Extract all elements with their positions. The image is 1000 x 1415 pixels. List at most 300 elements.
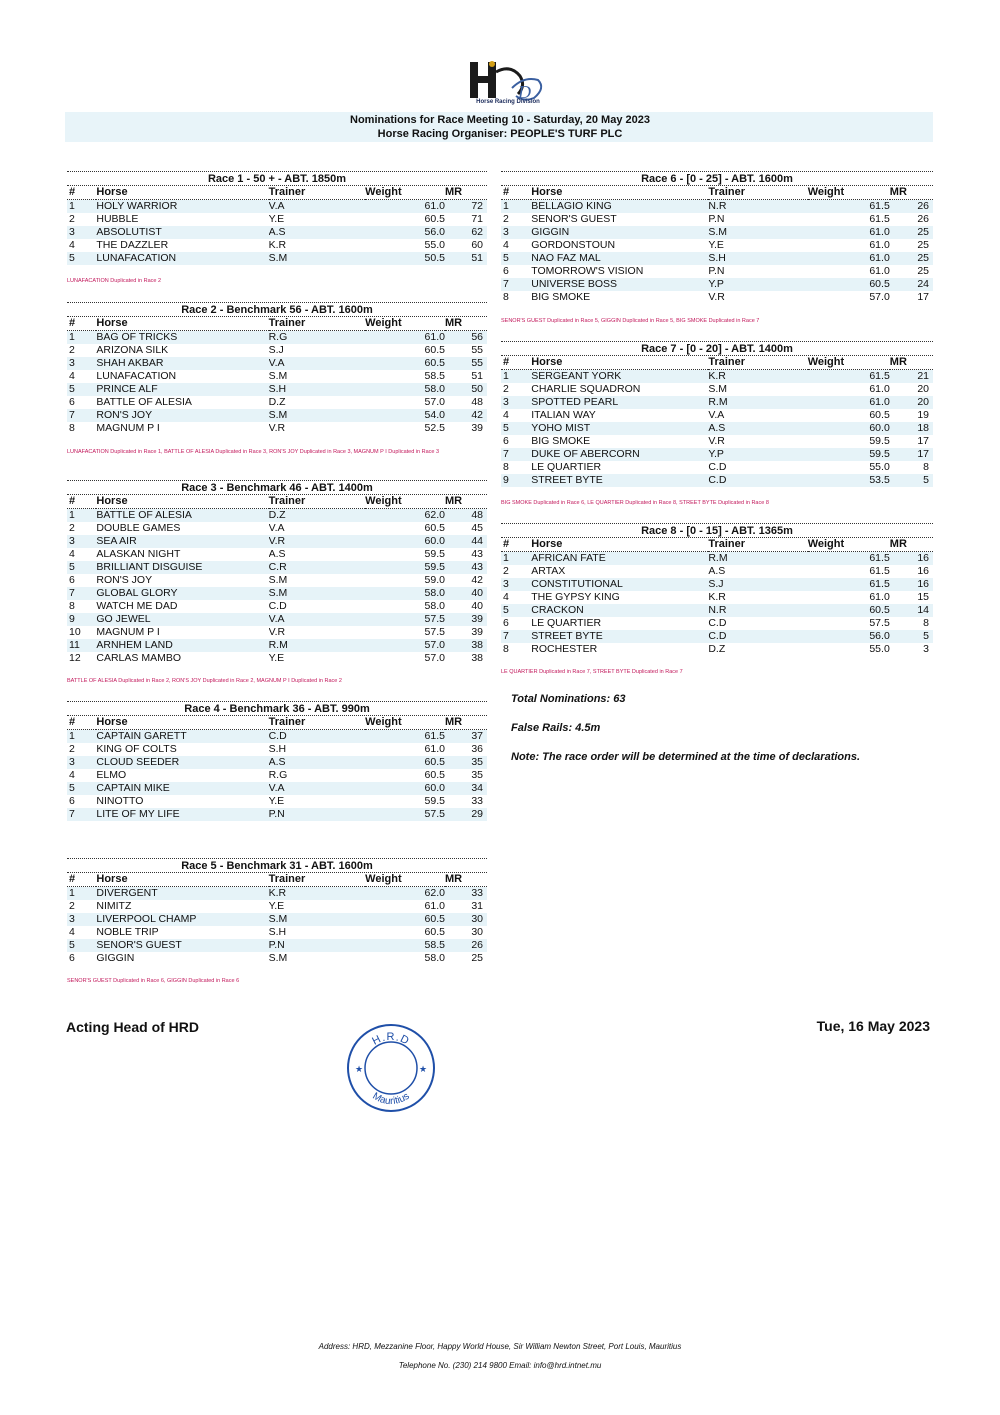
cell-weight: 59.5 xyxy=(365,561,445,574)
table-row xyxy=(67,600,487,613)
hrd-stamp xyxy=(345,1022,437,1114)
cell-weight: 61.0 xyxy=(424,900,445,912)
cell-horse: CRACKON xyxy=(531,604,708,617)
cell-num: 7 xyxy=(501,630,531,643)
page-title: Nominations for Race Meeting 10 - Saturday, 20 May 2023 xyxy=(350,114,650,126)
race-title: Race 1 - 50 + - ABT. 1850m xyxy=(67,171,487,186)
cell-trainer: Y.P xyxy=(708,278,807,291)
cell-mr: 29 xyxy=(445,808,487,821)
cell-num: 4 xyxy=(503,591,509,603)
cell-weight: 60.5 xyxy=(424,769,445,781)
table-row xyxy=(67,422,487,435)
cell-num: 5 xyxy=(501,422,531,435)
race-title: Race 5 - Benchmark 31 - ABT. 1600m xyxy=(67,858,487,873)
cell-horse: CAPTAIN GARETT xyxy=(96,730,268,744)
cell-weight: 62.0 xyxy=(365,509,445,523)
cell-horse: CHARLIE SQUADRON xyxy=(531,383,641,395)
cell-horse: KING OF COLTS xyxy=(96,743,177,755)
column-header-trainer: Trainer xyxy=(269,873,366,887)
cell-trainer: A.S xyxy=(708,422,807,435)
cell-mr: 55 xyxy=(445,357,487,370)
cell-num: 6 xyxy=(69,574,75,586)
cell-trainer: V.R xyxy=(268,422,286,434)
cell-horse: CAPTAIN MIKE xyxy=(96,782,268,795)
cell-num: 1 xyxy=(67,331,96,345)
cell-trainer: S.M xyxy=(269,587,366,600)
table-header-row xyxy=(501,356,933,370)
cell-num: 2 xyxy=(503,213,509,225)
table-row xyxy=(67,808,487,821)
cell-trainer: D.Z xyxy=(269,509,366,523)
cell-weight: 60.5 xyxy=(869,409,890,421)
cell-weight: 60.5 xyxy=(365,357,445,370)
cell-num: 5 xyxy=(67,782,96,795)
table-row xyxy=(67,200,487,214)
cell-horse: DIVERGENT xyxy=(96,887,268,901)
cell-mr: 15 xyxy=(917,591,929,603)
cell-trainer: V.A xyxy=(269,782,366,795)
cell-num: 10 xyxy=(69,626,81,638)
cell-weight: 60.5 xyxy=(424,926,445,938)
cell-trainer: S.H xyxy=(269,383,366,396)
cell-weight: 61.0 xyxy=(869,265,890,277)
cell-num: 4 xyxy=(69,239,75,251)
race-order-note: Note: The race order will be determined at the time of declarations. xyxy=(511,751,861,763)
stamp-bottom-text: Mauritius xyxy=(370,1090,412,1108)
cell-mr: 45 xyxy=(471,522,483,534)
table-row xyxy=(501,578,933,591)
cell-trainer: R.M xyxy=(708,396,807,409)
svg-text:★: ★ xyxy=(355,1064,364,1074)
nominations-table xyxy=(67,317,487,435)
column-header-mr: MR xyxy=(445,186,487,200)
cell-mr: 38 xyxy=(445,639,487,652)
column-header-horse: Horse xyxy=(96,716,268,730)
cell-trainer: Y.E xyxy=(268,795,285,807)
cell-num: 6 xyxy=(503,435,509,447)
table-row xyxy=(501,213,933,226)
cell-weight: 60.0 xyxy=(808,422,890,435)
cell-horse: WATCH ME DAD xyxy=(96,600,178,612)
column-header-horse: Horse xyxy=(96,317,268,331)
cell-trainer: S.H xyxy=(268,926,287,938)
column-header-horse: Horse xyxy=(96,873,268,887)
cell-trainer: S.M xyxy=(708,383,728,395)
cell-weight: 54.0 xyxy=(365,409,445,422)
cell-weight: 56.0 xyxy=(808,630,890,643)
duplicate-note: LUNAFACATION Duplicated in Race 2 xyxy=(67,278,162,284)
cell-weight: 59.5 xyxy=(424,795,445,807)
cell-horse: ARIZONA SILK xyxy=(96,344,169,356)
cell-num: 7 xyxy=(501,448,531,461)
column-header-horse: Horse xyxy=(531,538,708,552)
cell-num: 3 xyxy=(67,357,96,370)
cell-weight: 61.0 xyxy=(808,226,890,239)
cell-num: 6 xyxy=(69,952,75,964)
cell-horse: HUBBLE xyxy=(96,213,139,225)
column-header-weight: Weight xyxy=(365,716,445,730)
table-row xyxy=(501,643,933,656)
table-row xyxy=(67,613,487,626)
cell-num: 8 xyxy=(69,600,75,612)
cell-mr: 55 xyxy=(471,344,483,356)
cell-weight: 58.0 xyxy=(365,587,445,600)
table-row xyxy=(67,331,487,345)
cell-num: 8 xyxy=(503,643,509,655)
cell-horse: ARNHEM LAND xyxy=(96,639,268,652)
cell-num: 3 xyxy=(67,226,96,239)
cell-trainer: S.J xyxy=(708,578,807,591)
table-header-row xyxy=(67,317,487,331)
cell-mr: 16 xyxy=(890,578,933,591)
column-header-weight: Weight xyxy=(808,538,890,552)
cell-num: 7 xyxy=(67,808,96,821)
cell-num: 1 xyxy=(501,200,531,214)
cell-trainer: S.M xyxy=(269,913,366,926)
cell-num: 1 xyxy=(67,509,96,523)
cell-trainer: P.N xyxy=(269,939,366,952)
cell-mr: 31 xyxy=(471,900,483,912)
table-row xyxy=(501,474,933,487)
column-header-trainer: Trainer xyxy=(708,186,807,200)
cell-weight: 61.5 xyxy=(869,213,890,225)
column-header-mr: MR xyxy=(445,495,487,509)
table-row xyxy=(67,383,487,396)
table-row xyxy=(67,626,487,639)
cell-mr: 25 xyxy=(917,265,929,277)
cell-horse: GIGGIN xyxy=(531,226,708,239)
cell-num: 6 xyxy=(69,795,75,807)
column-header-num: # xyxy=(67,317,96,331)
cell-trainer: R.M xyxy=(269,639,366,652)
cell-mr: 43 xyxy=(445,561,487,574)
cell-num: 4 xyxy=(69,548,75,560)
cell-horse: ARTAX xyxy=(531,565,566,577)
svg-text:Mauritius xyxy=(370,1091,411,1107)
race-title: Race 2 - Benchmark 56 - ABT. 1600m xyxy=(67,302,487,317)
table-row xyxy=(67,226,487,239)
cell-weight: 60.5 xyxy=(424,344,445,356)
cell-mr: 35 xyxy=(445,756,487,769)
cell-num: 1 xyxy=(501,370,531,384)
cell-horse: BRILLIANT DISGUISE xyxy=(96,561,268,574)
cell-weight: 57.0 xyxy=(365,639,445,652)
cell-weight: 55.0 xyxy=(869,461,890,473)
cell-mr: 62 xyxy=(445,226,487,239)
table-row xyxy=(501,448,933,461)
column-header-mr: MR xyxy=(890,186,933,200)
cell-trainer: N.R xyxy=(708,604,807,617)
cell-horse: LUNAFACATION xyxy=(96,252,268,265)
total-nominations: Total Nominations: 63 xyxy=(511,693,626,705)
cell-num: 1 xyxy=(67,730,96,744)
table-row xyxy=(501,617,933,630)
cell-num: 9 xyxy=(501,474,531,487)
cell-horse: STREET BYTE xyxy=(531,474,708,487)
column-header-num: # xyxy=(501,186,531,200)
cell-mr: 25 xyxy=(471,952,483,964)
cell-weight: 57.5 xyxy=(869,617,890,629)
cell-num: 3 xyxy=(67,535,96,548)
table-row xyxy=(67,926,487,939)
cell-mr: 40 xyxy=(471,600,483,612)
cell-num: 5 xyxy=(67,561,96,574)
duplicate-note: SENOR'S GUEST Duplicated in Race 5, GIGGIN Duplicated in Race 5, BIG SMOKE Duplicated in Race 7 xyxy=(501,318,760,324)
cell-trainer: S.M xyxy=(708,226,807,239)
cell-num: 2 xyxy=(69,900,75,912)
table-row xyxy=(67,561,487,574)
cell-mr: 48 xyxy=(471,396,483,408)
cell-num: 4 xyxy=(503,239,509,251)
table-row xyxy=(67,782,487,795)
column-header-trainer: Trainer xyxy=(269,317,366,331)
cell-horse: GORDONSTOUN xyxy=(531,239,616,251)
table-row xyxy=(501,591,933,604)
cell-mr: 16 xyxy=(917,565,929,577)
table-header-row xyxy=(501,186,933,200)
signature-date: Tue, 16 May 2023 xyxy=(816,1018,930,1034)
cell-trainer: S.M xyxy=(268,574,288,586)
table-row xyxy=(501,383,933,396)
race-block xyxy=(67,171,487,265)
cell-trainer: K.R xyxy=(269,887,366,901)
cell-trainer: A.S xyxy=(708,565,726,577)
cell-horse: ELMO xyxy=(96,769,127,781)
race-title: Race 6 - [0 - 25] - ABT. 1600m xyxy=(501,171,933,186)
cell-horse: CARLAS MAMBO xyxy=(96,652,181,664)
cell-mr: 34 xyxy=(445,782,487,795)
cell-num: 9 xyxy=(67,613,96,626)
cell-trainer: S.M xyxy=(268,952,288,964)
cell-mr: 48 xyxy=(445,509,487,523)
cell-num: 4 xyxy=(69,370,75,382)
table-row xyxy=(67,652,487,665)
cell-trainer: K.R xyxy=(708,591,726,603)
cell-num: 2 xyxy=(69,344,75,356)
table-row xyxy=(67,730,487,744)
cell-mr: 8 xyxy=(923,617,929,629)
cell-horse: SPOTTED PEARL xyxy=(531,396,708,409)
cell-trainer: P.N xyxy=(269,808,366,821)
race-title: Race 7 - [0 - 20] - ABT. 1400m xyxy=(501,341,933,356)
cell-horse: MAGNUM P I xyxy=(96,626,160,638)
cell-trainer: V.A xyxy=(269,613,366,626)
table-header-row xyxy=(67,873,487,887)
cell-num: 6 xyxy=(69,396,75,408)
cell-horse: CONSTITUTIONAL xyxy=(531,578,708,591)
table-row xyxy=(501,552,933,566)
cell-mr: 17 xyxy=(890,448,933,461)
table-row xyxy=(67,548,487,561)
table-row xyxy=(67,769,487,782)
cell-mr: 38 xyxy=(471,652,483,664)
table-row xyxy=(67,213,487,226)
cell-weight: 60.5 xyxy=(365,756,445,769)
cell-mr: 16 xyxy=(890,552,933,566)
cell-horse: THE GYPSY KING xyxy=(531,591,620,603)
race-block xyxy=(501,341,933,487)
cell-mr: 37 xyxy=(445,730,487,744)
column-header-mr: MR xyxy=(445,317,487,331)
cell-mr: 56 xyxy=(445,331,487,345)
cell-horse: BATTLE OF ALESIA xyxy=(96,509,268,523)
cell-weight: 53.5 xyxy=(808,474,890,487)
cell-num: 6 xyxy=(503,265,509,277)
cell-horse: LITE OF MY LIFE xyxy=(96,808,268,821)
cell-trainer: P.N xyxy=(708,213,725,225)
false-rails: False Rails: 4.5m xyxy=(511,722,601,734)
cell-horse: SENOR'S GUEST xyxy=(96,939,268,952)
table-row xyxy=(67,900,487,913)
table-row xyxy=(501,565,933,578)
column-header-trainer: Trainer xyxy=(708,538,807,552)
table-row xyxy=(501,409,933,422)
cell-mr: 18 xyxy=(890,422,933,435)
cell-weight: 57.5 xyxy=(424,626,445,638)
signatory-title: Acting Head of HRD xyxy=(66,1019,199,1035)
cell-horse: ITALIAN WAY xyxy=(531,409,596,421)
cell-mr: 26 xyxy=(917,213,929,225)
cell-mr: 30 xyxy=(471,926,483,938)
cell-trainer: S.M xyxy=(269,252,366,265)
cell-horse: ALASKAN NIGHT xyxy=(96,548,181,560)
cell-mr: 20 xyxy=(890,396,933,409)
table-row xyxy=(501,239,933,252)
race-block xyxy=(501,171,933,304)
cell-weight: 62.0 xyxy=(365,887,445,901)
table-row xyxy=(501,396,933,409)
cell-trainer: C.D xyxy=(708,461,727,473)
cell-num: 2 xyxy=(69,743,75,755)
cell-weight: 58.0 xyxy=(424,600,445,612)
cell-trainer: Y.E xyxy=(268,213,285,225)
cell-weight: 61.0 xyxy=(424,743,445,755)
duplicate-note: BIG SMOKE Duplicated in Race 6, LE QUARTIER Duplicated in Race 8, STREET BYTE Duplicated in Race 8 xyxy=(501,500,769,506)
cell-trainer: K.R xyxy=(708,370,807,384)
cell-mr: 17 xyxy=(917,291,929,303)
cell-horse: RON'S JOY xyxy=(96,574,153,586)
cell-mr: 19 xyxy=(917,409,929,421)
cell-weight: 58.0 xyxy=(424,952,445,964)
cell-trainer: A.S xyxy=(269,226,366,239)
cell-num: 5 xyxy=(501,604,531,617)
cell-horse: SERGEANT YORK xyxy=(531,370,708,384)
cell-horse: PRINCE ALF xyxy=(96,383,268,396)
cell-horse: AFRICAN FATE xyxy=(531,552,708,566)
cell-trainer: R.G xyxy=(269,331,366,345)
cell-mr: 26 xyxy=(890,200,933,214)
cell-mr: 17 xyxy=(917,435,929,447)
cell-num: 2 xyxy=(503,565,509,577)
cell-trainer: S.H xyxy=(268,743,287,755)
column-header-trainer: Trainer xyxy=(269,495,366,509)
cell-mr: 42 xyxy=(445,409,487,422)
cell-horse: LIVERPOOL CHAMP xyxy=(96,913,268,926)
cell-mr: 24 xyxy=(890,278,933,291)
table-row xyxy=(67,535,487,548)
column-header-trainer: Trainer xyxy=(269,716,366,730)
cell-mr: 51 xyxy=(445,252,487,265)
table-row xyxy=(67,357,487,370)
cell-trainer: R.G xyxy=(268,769,288,781)
column-header-num: # xyxy=(67,186,96,200)
footer-address: Address: HRD, Mezzanine Floor, Happy World House, Sir William Newton Street, Port Louis, Mauritius xyxy=(318,1342,682,1351)
table-row xyxy=(501,604,933,617)
column-header-num: # xyxy=(67,716,96,730)
duplicate-note: LE QUARTIER Duplicated in Race 7, STREET BYTE Duplicated in Race 7 xyxy=(501,669,683,675)
cell-trainer: S.H xyxy=(708,252,807,265)
table-row xyxy=(67,239,487,252)
cell-horse: DOUBLE GAMES xyxy=(96,522,181,534)
table-row xyxy=(501,265,933,278)
cell-trainer: P.N xyxy=(708,265,725,277)
cell-weight: 60.5 xyxy=(424,213,445,225)
column-header-num: # xyxy=(501,356,531,370)
stamp-top-text: H.R.D xyxy=(370,1031,412,1048)
table-row xyxy=(67,913,487,926)
cell-weight: 57.5 xyxy=(365,613,445,626)
cell-trainer: S.M xyxy=(268,370,288,382)
cell-horse: RON'S JOY xyxy=(96,409,268,422)
cell-weight: 57.0 xyxy=(869,291,890,303)
table-row xyxy=(501,435,933,448)
duplicate-note: SENOR'S GUEST Duplicated in Race 6, GIGGIN Duplicated in Race 6 xyxy=(67,978,240,984)
cell-horse: LE QUARTIER xyxy=(531,461,602,473)
column-header-weight: Weight xyxy=(365,873,445,887)
cell-trainer: C.D xyxy=(708,617,727,629)
column-header-weight: Weight xyxy=(365,186,445,200)
cell-weight: 61.0 xyxy=(365,200,445,214)
column-header-mr: MR xyxy=(890,538,933,552)
cell-num: 3 xyxy=(501,396,531,409)
organiser-subtitle: Horse Racing Organiser: PEOPLE'S TURF PLC xyxy=(377,128,623,140)
cell-horse: STREET BYTE xyxy=(531,630,708,643)
cell-trainer: A.S xyxy=(269,756,366,769)
cell-horse: CLOUD SEEDER xyxy=(96,756,268,769)
cell-mr: 25 xyxy=(890,226,933,239)
cell-weight: 60.0 xyxy=(365,535,445,548)
footer-contact: Telephone No. (230) 214 9800 Email: info@hrd.intnet.mu xyxy=(398,1361,602,1370)
column-header-horse: Horse xyxy=(531,186,708,200)
cell-mr: 42 xyxy=(471,574,483,586)
table-row xyxy=(67,409,487,422)
cell-num: 2 xyxy=(503,383,509,395)
cell-num: 5 xyxy=(67,252,96,265)
cell-mr: 30 xyxy=(445,913,487,926)
cell-weight: 50.5 xyxy=(365,252,445,265)
race-title: Race 8 - [0 - 15] - ABT. 1365m xyxy=(501,523,933,538)
table-row xyxy=(67,574,487,587)
table-row xyxy=(501,200,933,214)
cell-horse: GLOBAL GLORY xyxy=(96,587,268,600)
cell-horse: ABSOLUTIST xyxy=(96,226,268,239)
cell-weight: 61.5 xyxy=(808,370,890,384)
cell-num: 12 xyxy=(69,652,81,664)
cell-weight: 59.5 xyxy=(808,448,890,461)
cell-num: 3 xyxy=(501,578,531,591)
cell-horse: NAO FAZ MAL xyxy=(531,252,708,265)
cell-mr: 5 xyxy=(890,474,933,487)
cell-mr: 44 xyxy=(445,535,487,548)
table-row xyxy=(67,743,487,756)
cell-weight: 60.5 xyxy=(365,913,445,926)
cell-weight: 57.0 xyxy=(424,652,445,664)
column-header-horse: Horse xyxy=(96,186,268,200)
cell-mr: 21 xyxy=(890,370,933,384)
cell-num: 7 xyxy=(67,409,96,422)
cell-mr: 14 xyxy=(890,604,933,617)
table-row xyxy=(501,252,933,265)
